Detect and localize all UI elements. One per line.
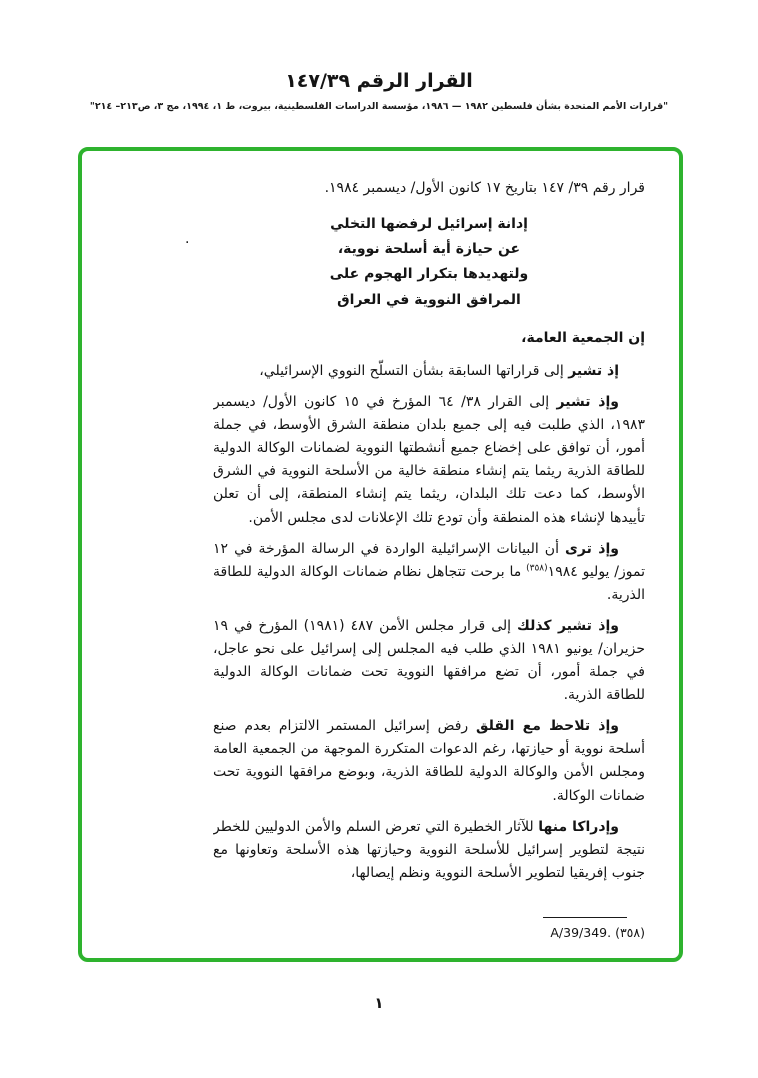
page-title: القرار الرقم ١٤٧/٣٩ xyxy=(285,70,473,92)
resolution-body xyxy=(213,360,645,885)
resolution-title-line: إدانة إسرائيل لرفضها التخلي xyxy=(330,216,528,233)
footnote-reference: A/39/349. xyxy=(550,925,612,941)
footnote-separator xyxy=(543,917,627,918)
footnote-marker: (٣٥٨) xyxy=(615,925,645,941)
source-citation: "قرارات الأمم المتحدة بشأن فلسطين ١٩٨٢ — ١٩٨٦، مؤسسة الدراسات الفلسطينية، بيروت، ط ١، ١٩٩٤، مج ٣، ص٢١٣– ٢١٤" xyxy=(89,101,669,112)
resolution-paragraph xyxy=(213,360,645,383)
resolution-content xyxy=(213,177,645,944)
resolution-frame xyxy=(78,147,683,962)
resolution-paragraph xyxy=(213,538,645,607)
resolution-paragraph xyxy=(213,816,645,885)
paragraph-text: للآثار الخطيرة التي تعرض السلم والأمن الدوليين للخطر نتيجة لتطوير إسرائيل للأسلحة النووية وحيازتها هذه الأسلحة وتعاونها مع جنوب إفريقيا لتطوير الأسلحة النووية ونظم إيصالها، xyxy=(213,818,645,881)
resolution-text-flow xyxy=(213,177,645,911)
footnote-block xyxy=(213,911,645,944)
paragraph-lead: وإدراكا منها xyxy=(538,818,620,835)
paragraph-text: ما برحت تتجاهل نظام ضمانات الوكالة الدولية للطاقة الذرية. xyxy=(213,563,645,603)
paragraph-text: إلى القرار ٣٨/ ٦٤ المؤرخ في ١٥ كانون الأول/ ديسمبر ١٩٨٣، الذي طلبت فيه إلى جميع بلدان منطقة الشرق الأوسط، في جملة أمور، أن توافق على إخضاع جميع أنشطتها النووية لضمانات الوكالة الدولية للطاقة الذرية ريثما يتم إنشاء منطقة خالية من الأسلحة النووية في الشرق الأوسط، كما دعت تلك البلدان، ريثما يتم إنشاء المنطقة، إلى أن تعلن تأييدها لإنشاء هذه المنطقة وأن تودع تلك الإعلانات لدى مجلس الأمن. xyxy=(213,394,645,526)
paragraph-lead: وإذ ترى xyxy=(565,540,619,557)
resolution-title xyxy=(213,212,645,313)
resolution-number-line: قرار رقم ٣٩/ ١٤٧ بتاريخ ١٧ كانون الأول/ ديسمبر ١٩٨٤. xyxy=(324,180,645,196)
resolution-title-line: عن حيازة أية أسلحة نووية، xyxy=(337,241,521,258)
paragraph-lead: وإذ تلاحظ مع القلق xyxy=(475,718,619,735)
stray-dot: . xyxy=(185,231,190,247)
resolution-title-line: المرافق النووية في العراق xyxy=(337,291,521,308)
document-header xyxy=(0,0,758,112)
resolution-paragraph xyxy=(213,715,645,807)
paragraph-text: إلى قرار مجلس الأمن ٤٨٧ (١٩٨١) المؤرخ في ١٩ حزيران/ يونيو ١٩٨١ الذي طلب فيه المجلس إلى إسرائيل على نحو عاجل، في جملة أمور، أن تضع مرافقها النووية تحت ضمانات الوكالة الدولية للطاقة الذرية. xyxy=(213,617,645,704)
paragraph-lead: وإذ تشير كذلك xyxy=(517,617,619,634)
paragraph-text: رفض إسرائيل المستمر الالتزام بعدم صنع أسلحة نووية أو حيازتها، رغم الدعوات المتكررة الموجهة من الجمعية العامة ومجلس الأمن والوكالة الدولية للطاقة الذرية، وبوضع مرافقها النووية تحت ضمانات الوكالة. xyxy=(213,718,645,804)
resolution-paragraph xyxy=(213,615,645,707)
resolution-paragraph xyxy=(213,391,645,530)
salutation-line: إن الجمعية العامة، xyxy=(521,329,645,346)
paragraph-text: أن البيانات الإسرائيلية الواردة في الرسالة المؤرخة في ١٢ تموز/ يوليو ١٩٨٤ xyxy=(213,540,645,580)
footnote xyxy=(213,923,645,944)
paragraph-lead: إذ تشير xyxy=(568,362,619,379)
paragraph-lead: وإذ تشير xyxy=(556,394,619,411)
resolution-title-line: ولتهديدها بتكرار الهجوم على xyxy=(329,266,529,283)
page-number: ١ xyxy=(374,994,384,1012)
footnote-ref-marker: (٣٥٨) xyxy=(526,563,548,574)
paragraph-text: إلى قراراتها السابقة بشأن التسلّح النووي الإسرائيلي، xyxy=(259,362,569,379)
